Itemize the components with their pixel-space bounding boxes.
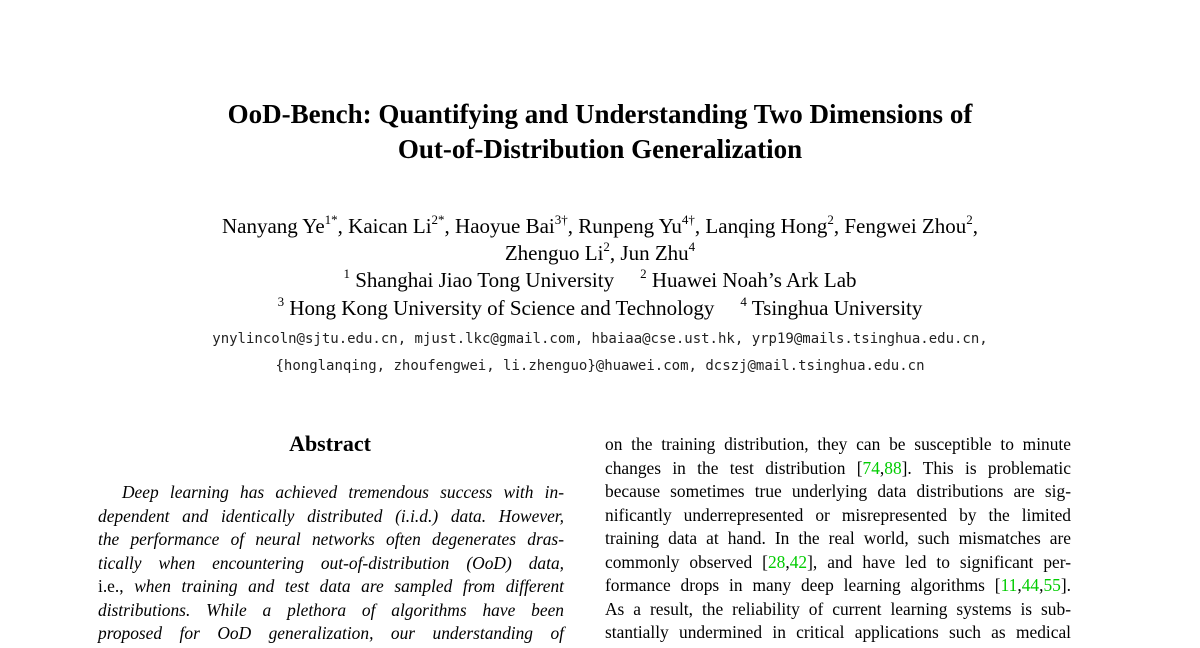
citation-link[interactable]: 11 (1000, 575, 1018, 595)
affiliation-name: Tsinghua University (751, 296, 923, 320)
abstract-line-text: when training and test data are sampled from different (123, 576, 564, 596)
author-name: Runpeng Yu (578, 214, 682, 238)
affiliation-name: Hong Kong University of Science and Technology (289, 296, 715, 320)
body-text: , (1039, 575, 1044, 595)
author-affiliation-marker: 3† (554, 212, 568, 227)
affiliation-marker: 4 (740, 294, 747, 309)
citation-link[interactable]: 74 (862, 457, 880, 478)
paper-title (100, 97, 1100, 167)
body-text: ]. This is problematic (901, 457, 1071, 478)
affiliation-marker: 1 (343, 266, 350, 281)
abstract-line (98, 575, 564, 599)
author-affiliation-marker: 4† (681, 212, 695, 227)
citation-link[interactable]: 44 (1021, 575, 1040, 595)
author-name: Kaican Li (348, 214, 432, 238)
body-line: stantially undermined in critical applications such as medical (605, 622, 1071, 642)
body-line (605, 551, 1071, 575)
title-line-2: Out-of-Distribution Generalization (397, 134, 803, 164)
citation-link[interactable]: 88 (884, 457, 902, 478)
affiliation-marker: 2 (640, 266, 647, 281)
abstract-line: proposed for OoD generalization, our understanding of (98, 623, 564, 643)
body-text: ]. (1060, 575, 1071, 595)
author-name: Fengwei Zhou (844, 214, 967, 238)
body-text: ], and have led to significant per- (807, 551, 1071, 572)
body-line (605, 457, 1071, 481)
body-text: changes in the test distribution [ (605, 457, 863, 478)
body-text: commonly observed [ (605, 551, 768, 572)
affiliation-marker: 3 (277, 294, 285, 309)
author-name: Zhenguo Li (504, 241, 604, 265)
body-line (605, 574, 1071, 598)
author-name: Lanqing Hong (705, 214, 828, 238)
affiliation-name: Shanghai Jiao Tong University (355, 268, 615, 292)
author-name: Jun Zhu (620, 241, 689, 265)
body-line: As a result, the reliability of current learning systems is sub- (605, 598, 1071, 619)
body-line: on the training distribution, they can be susceptible to minute (605, 434, 1071, 454)
citation-link[interactable]: 42 (789, 551, 808, 572)
abstract-line: the performance of neural networks often degenerates dras- (98, 529, 564, 549)
citation-link[interactable]: 28 (767, 551, 786, 572)
body-text: formance drops in many deep learning algorithms [ (605, 575, 1001, 595)
abstract-line: dependent and identically distributed (i.i.d.) data. However, (98, 505, 564, 526)
abstract-line: distributions. While a plethora of algorithms have been (98, 599, 564, 620)
affiliation-line-2 (80, 295, 1120, 321)
author-list-line-1: Nanyang $Ye^{1*}$, Kaican $Li^{2*}$, Haoyue Bai$^{3\dagger}$, Runpeng $Yu^{4\dagger}$, Lanqing Hong$^2$, Fengwei Zhou$^2$, (222, 212, 978, 238)
abstract-upright-text: i.e., (98, 576, 124, 596)
author-affiliation-marker: 2 (966, 212, 973, 227)
author-name: Haoyue Bai (455, 214, 555, 238)
body-line: training data at hand. In the real world, such mismatches are (605, 528, 1071, 548)
author-name: Nanyang Ye (222, 214, 325, 238)
abstract-line: tically when encountering out-of-distribution (OoD) data, (98, 552, 564, 573)
abstract-line: Deep learning has achieved tremendous success with in- (122, 482, 564, 502)
body-line: because sometimes true underlying data distributions are sig- (605, 481, 1071, 501)
abstract-heading: Abstract (289, 431, 371, 456)
citation-link[interactable]: 55 (1043, 575, 1061, 595)
author-affiliation-marker: 2* (431, 212, 445, 227)
affiliation-line-1 (80, 267, 1120, 293)
email-line-1: ynylincoln@sjtu.edu.cn, mjust.lkc@gmail.com, hbaiaa@cse.ust.hk, yrp19@mails.tsinghua.edu.cn, (212, 331, 988, 347)
body-text: , (879, 457, 885, 478)
author-affiliation-marker: 2 (603, 239, 610, 254)
body-line: nificantly underrepresented or misrepresented by the limited (605, 504, 1071, 525)
title-line-1: OoD-Bench: Quantifying and Understanding Two Dimensions of (227, 99, 973, 129)
affiliation-name: Huawei Noah’s Ark Lab (651, 268, 857, 292)
body-text: , (785, 551, 790, 572)
author-affiliation-marker: 1* (324, 212, 338, 227)
introduction-column (605, 433, 1071, 645)
email-line-2: {honglanqing, zhoufengwei, li.zhenguo}@huawei.com, dcszj@mail.tsinghua.edu.cn (275, 358, 925, 374)
author-affiliation-marker: 2 (827, 212, 834, 227)
author-list-line-2: Zhenguo Li$^2$, Jun Zhu$^4$ (504, 239, 696, 265)
author-affiliation-marker: 4 (688, 239, 696, 254)
abstract-body (98, 481, 564, 646)
body-text: , (1017, 575, 1022, 595)
